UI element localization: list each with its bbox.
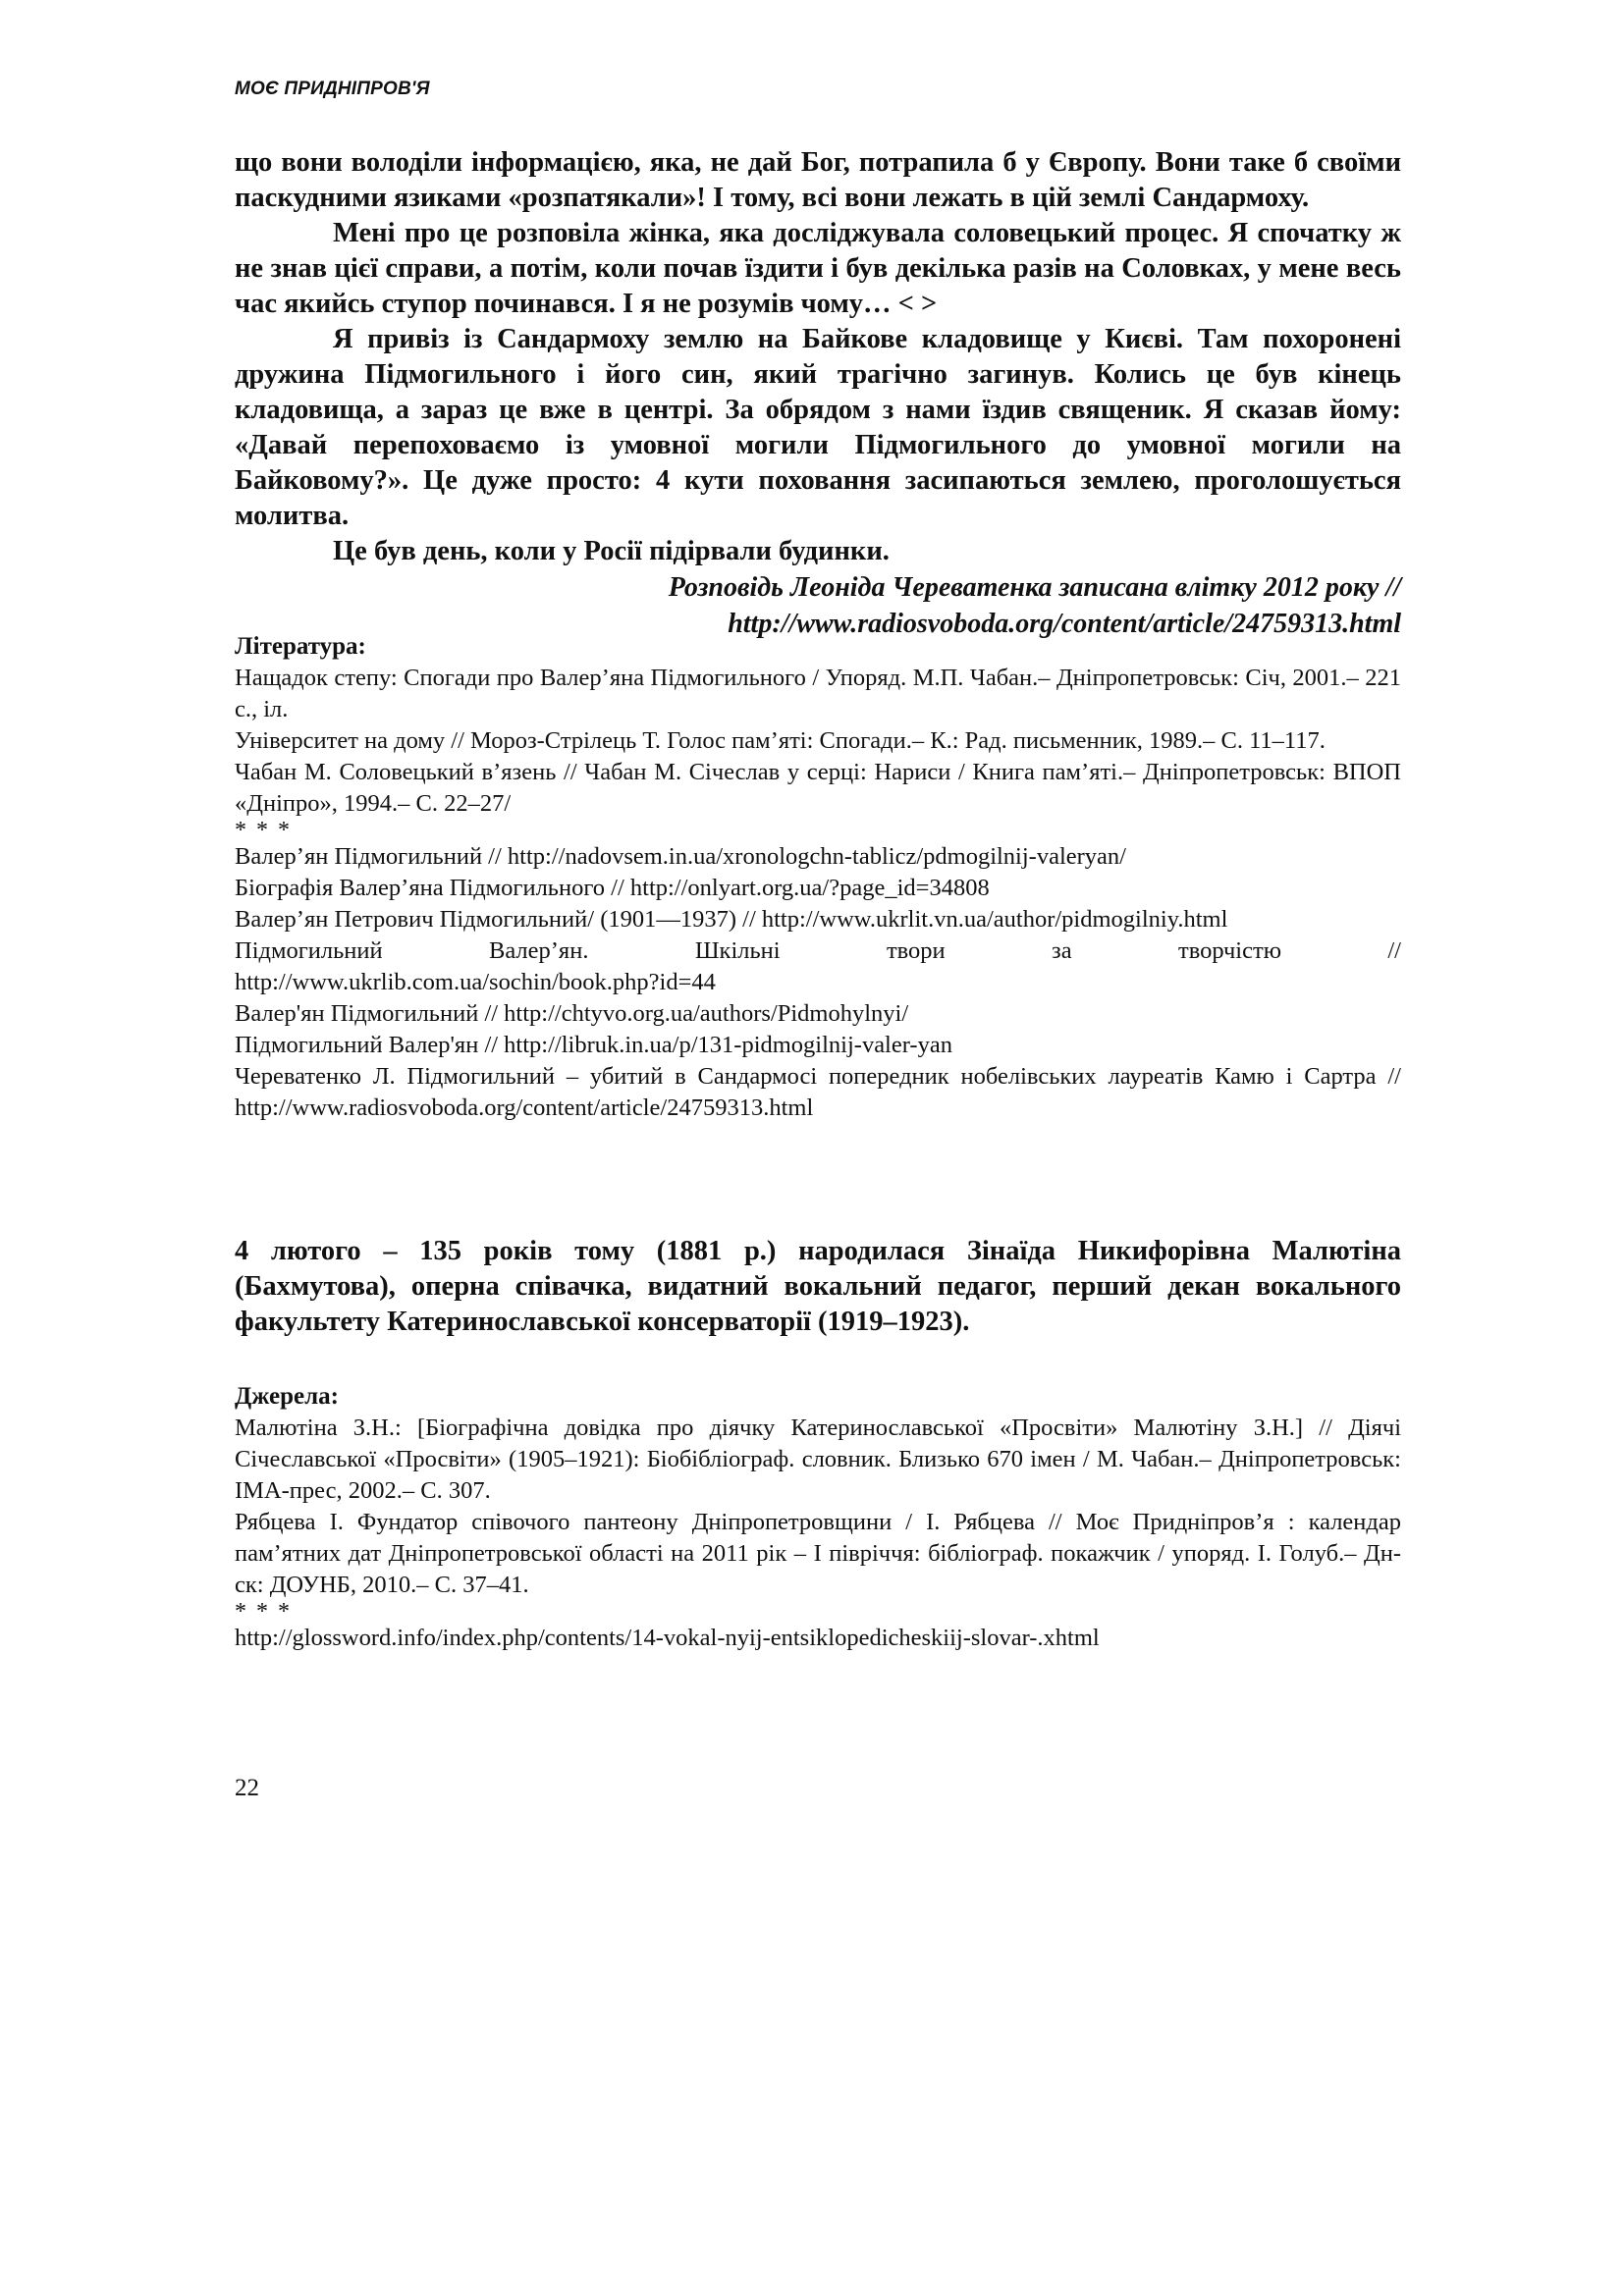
body-paragraph: Це був день, коли у Росії підірвали будинки. <box>333 536 890 566</box>
interview-text <box>235 145 1401 642</box>
web-link-item[interactable]: Підмогильний Валер'ян // http://libruk.in.ua/p/131-pidmogilnij-valer-yan <box>235 1032 952 1058</box>
web-link-item[interactable]: Валер’ян Підмогильний // http://nadovsem.in.ua/xronologchn-tablicz/pdmogilnij-valeryan/ <box>235 843 1126 870</box>
separator: * * * <box>235 818 292 843</box>
body-paragraph: Мені про це розповіла жінка, яка досліджувала соловецький процес. Я спочатку ж не знав цієї справи, а потім, коли почав їздити і був декілька разів на Соловках, у мене весь час якийсь ступор починався. І я не розумів чому… < > <box>235 218 1401 319</box>
attribution-line: Розповідь Леоніда Череватенка записана влітку 2012 року // <box>668 572 1401 603</box>
page-number: 22 <box>235 1775 259 1801</box>
event-text: 4 лютого – 135 років тому (1881 р.) народилася Зінаїда Никифорівна Малютіна (Бахмутова), оперна співачка, видатний вокальний педагог, перший декан вокального факультету Катеринославської консерваторії (1919–1923). <box>235 1236 1401 1337</box>
source-item: Малютіна З.Н.: [Біографічна довідка про діячку Катеринославської «Просвіти» Малютіну З.Н.] // Діячі Січеславської «Просвіти» (1905–1921): Біобібліограф. словник. Близько 670 імен / М. Чабан.– Дніпропетровськ: ІМА-прес, 2002.– С. 307. <box>235 1415 1401 1504</box>
web-link-item[interactable]: http://www.ukrlib.com.ua/sochin/book.php?id=44 <box>235 969 716 995</box>
literature-item: Нащадок степу: Спогади про Валер’яна Підмогильного / Упоряд. М.П. Чабан.– Дніпропетровськ: Січ, 2001.– 221 с., іл. <box>235 665 1401 722</box>
literature-section <box>235 631 1401 1124</box>
literature-item: Університет на дому // Мороз-Стрілець Т. Голос пам’яті: Спогади.– К.: Рад. письменник, 1989.– С. 11–117. <box>235 727 1326 754</box>
web-link-item[interactable]: Біографія Валер’яна Підмогильного // http://onlyart.org.ua/?page_id=34808 <box>235 875 990 901</box>
literature-heading: Література: <box>235 633 366 660</box>
web-link-item[interactable]: Валер’ян Петрович Підмогильний/ (1901—1937) // http://www.ukrlit.vn.ua/author/pidmogilniy.html <box>235 906 1228 933</box>
running-header: МОЄ ПРИДНІПРОВ'Я <box>235 79 430 99</box>
source-item: Рябцева І. Фундатор співочого пантеону Дніпропетровщини / І. Рябцева // Моє Придніпров’я : календар пам’ятних дат Дніпропетровської області на 2011 рік – І півріччя: бібліограф. покажчик / упоряд. І. Голуб.– Дн-ск: ДОУНБ, 2010.– С. 37–41. <box>235 1509 1401 1598</box>
sources-heading: Джерела: <box>235 1383 339 1410</box>
separator: * * * <box>235 1599 292 1625</box>
web-link-item[interactable]: Валер'ян Підмогильний // http://chtyvo.org.ua/authors/Pidmohylnyi/ <box>235 1000 909 1027</box>
web-link-item[interactable]: http://glossword.info/index.php/contents/14-vokal-nyij-entsiklopedicheskiij-slovar-.xhtml <box>235 1625 1100 1651</box>
attribution-url[interactable]: http://www.radiosvoboda.org/content/article/24759313.html <box>728 609 1401 639</box>
body-paragraph: Я привіз із Сандармоху землю на Байкове кладовище у Києві. Там похоронені дружина Підмогильного і його син, який трагічно загинув. Колись це був кінець кладовища, а зараз це вже в центрі. За обрядом з нами їздив священик. Я сказав йому: «Давай перепоховаємо із умовної могили Підмогильного до умовної могили на Байковому?». Це дуже просто: 4 кути поховання засипаються землею, проголошується молитва. <box>235 324 1401 531</box>
web-link-item[interactable]: Череватенко Л. Підмогильний – убитий в Сандармосі попередник нобелівських лауреатів Камю і Сартра // http://www.radiosvoboda.org/content/article/24759313.html <box>235 1063 1401 1121</box>
sources-section <box>235 1381 1401 1654</box>
literature-item: Чабан М. Соловецький в’язень // Чабан М. Січеслав у серці: Нариси / Книга пам’яті.– Дніпропетровськ: ВПОП «Дніпро», 1994.– С. 22–27/ <box>235 759 1401 817</box>
body-paragraph: що вони володіли інформацією, яка, не дай Бог, потрапила б у Європу. Вони таке б своїми паскудними язиками «розпатякали»! І тому, всі вони лежать в цій землі Сандармоху. <box>235 147 1401 213</box>
web-link-item: Підмогильний Валер’ян. Шкільні твори за творчістю // <box>235 937 1401 964</box>
event-entry <box>235 1234 1401 1340</box>
